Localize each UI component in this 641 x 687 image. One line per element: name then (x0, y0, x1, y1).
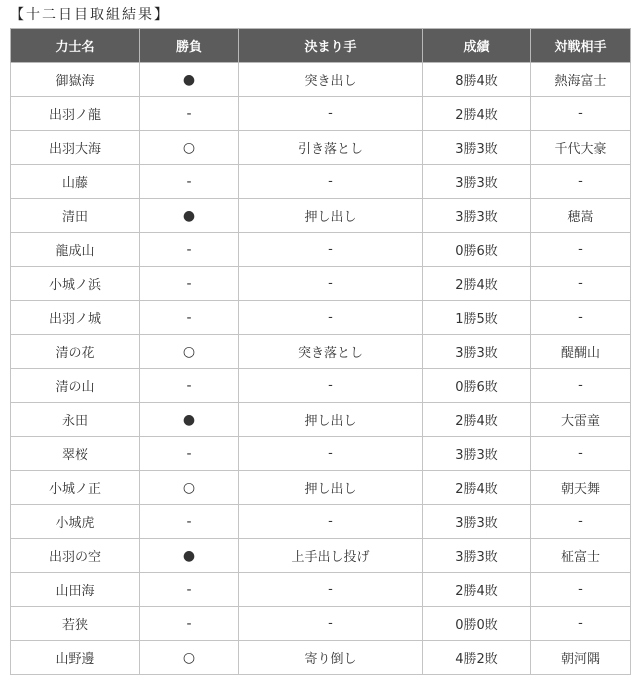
wrestler-name-cell: 出羽ノ城 (11, 301, 140, 335)
opponent-cell: - (531, 437, 631, 471)
wrestler-name-cell: 小城ノ正 (11, 471, 140, 505)
record-cell: 3勝3敗 (423, 437, 531, 471)
opponent-cell: 朝河隅 (531, 641, 631, 675)
result-mark-cell: - (140, 369, 239, 403)
opponent-cell: - (531, 369, 631, 403)
result-mark-cell: ○ (140, 471, 239, 505)
wrestler-name-cell: 小城虎 (11, 505, 140, 539)
column-header-kimarite: 決まり手 (239, 29, 423, 63)
record-cell: 2勝4敗 (423, 573, 531, 607)
table-caption: 【十二日目取組結果】 (10, 7, 170, 23)
table-row (11, 233, 631, 267)
kimarite-cell: - (239, 267, 423, 301)
opponent-cell: 大雷童 (531, 403, 631, 437)
result-mark-cell: - (140, 97, 239, 131)
kimarite-cell: - (239, 301, 423, 335)
kimarite-cell: 寄り倒し (239, 641, 423, 675)
kimarite-cell: 押し出し (239, 471, 423, 505)
table-row (11, 573, 631, 607)
record-cell: 3勝3敗 (423, 335, 531, 369)
table-row (11, 165, 631, 199)
kimarite-cell: - (239, 505, 423, 539)
wrestler-name-cell: 小城ノ浜 (11, 267, 140, 301)
result-mark-cell: ● (140, 539, 239, 573)
opponent-cell: 千代大豪 (531, 131, 631, 165)
table-body (11, 63, 631, 675)
result-mark-cell: - (140, 573, 239, 607)
record-cell: 0勝6敗 (423, 233, 531, 267)
record-cell: 3勝3敗 (423, 165, 531, 199)
table-row (11, 505, 631, 539)
column-header-opponent: 対戦相手 (531, 29, 631, 63)
record-cell: 2勝4敗 (423, 403, 531, 437)
kimarite-cell: - (239, 165, 423, 199)
opponent-cell: 穂嵩 (531, 199, 631, 233)
kimarite-cell: - (239, 573, 423, 607)
header-row (11, 29, 631, 63)
result-mark-cell: ○ (140, 641, 239, 675)
table-row (11, 403, 631, 437)
result-mark-cell: ○ (140, 131, 239, 165)
table-header (11, 29, 631, 63)
table-row (11, 471, 631, 505)
table-row (11, 539, 631, 573)
result-mark-cell: ● (140, 403, 239, 437)
opponent-cell: - (531, 607, 631, 641)
opponent-cell: 熱海富士 (531, 63, 631, 97)
wrestler-name-cell: 出羽大海 (11, 131, 140, 165)
record-cell: 0勝6敗 (423, 369, 531, 403)
wrestler-name-cell: 翠桜 (11, 437, 140, 471)
wrestler-name-cell: 清田 (11, 199, 140, 233)
wrestler-name-cell: 清の山 (11, 369, 140, 403)
opponent-cell: 醍醐山 (531, 335, 631, 369)
wrestler-name-cell: 山田海 (11, 573, 140, 607)
kimarite-cell: 押し出し (239, 199, 423, 233)
opponent-cell: 柾富士 (531, 539, 631, 573)
result-mark-cell: ○ (140, 335, 239, 369)
opponent-cell: - (531, 267, 631, 301)
column-header-wrestler: 力士名 (11, 29, 140, 63)
record-cell: 3勝3敗 (423, 505, 531, 539)
wrestler-name-cell: 御嶽海 (11, 63, 140, 97)
kimarite-cell: - (239, 233, 423, 267)
record-cell: 2勝4敗 (423, 471, 531, 505)
opponent-cell: - (531, 505, 631, 539)
kimarite-cell: 突き落とし (239, 335, 423, 369)
wrestler-name-cell: 山藤 (11, 165, 140, 199)
table-row (11, 607, 631, 641)
record-cell: 2勝4敗 (423, 97, 531, 131)
result-mark-cell: - (140, 233, 239, 267)
result-mark-cell: ● (140, 63, 239, 97)
record-cell: 3勝3敗 (423, 539, 531, 573)
result-mark-cell: - (140, 301, 239, 335)
wrestler-name-cell: 清の花 (11, 335, 140, 369)
kimarite-cell: - (239, 607, 423, 641)
kimarite-cell: 押し出し (239, 403, 423, 437)
kimarite-cell: 突き出し (239, 63, 423, 97)
record-cell: 1勝5敗 (423, 301, 531, 335)
table-row (11, 301, 631, 335)
result-mark-cell: ● (140, 199, 239, 233)
opponent-cell: - (531, 233, 631, 267)
table-row (11, 267, 631, 301)
result-mark-cell: - (140, 505, 239, 539)
wrestler-name-cell: 出羽の空 (11, 539, 140, 573)
opponent-cell: - (531, 97, 631, 131)
wrestler-name-cell: 山野邊 (11, 641, 140, 675)
table-row (11, 63, 631, 97)
result-mark-cell: - (140, 165, 239, 199)
record-cell: 4勝2敗 (423, 641, 531, 675)
opponent-cell: - (531, 165, 631, 199)
opponent-cell: 朝天舞 (531, 471, 631, 505)
wrestler-name-cell: 出羽ノ龍 (11, 97, 140, 131)
table-row (11, 369, 631, 403)
opponent-cell: - (531, 573, 631, 607)
table-row (11, 97, 631, 131)
result-mark-cell: - (140, 267, 239, 301)
record-cell: 2勝4敗 (423, 267, 531, 301)
table-row (11, 199, 631, 233)
record-cell: 8勝4敗 (423, 63, 531, 97)
wrestler-name-cell: 永田 (11, 403, 140, 437)
table-row (11, 437, 631, 471)
kimarite-cell: 引き落とし (239, 131, 423, 165)
record-cell: 0勝0敗 (423, 607, 531, 641)
bout-results-table (10, 28, 631, 675)
wrestler-name-cell: 龍成山 (11, 233, 140, 267)
kimarite-cell: - (239, 97, 423, 131)
column-header-record: 成績 (423, 29, 531, 63)
opponent-cell: - (531, 301, 631, 335)
table-row (11, 641, 631, 675)
column-header-result: 勝負 (140, 29, 239, 63)
kimarite-cell: - (239, 369, 423, 403)
kimarite-cell: 上手出し投げ (239, 539, 423, 573)
wrestler-name-cell: 若狭 (11, 607, 140, 641)
table-row (11, 131, 631, 165)
result-mark-cell: - (140, 437, 239, 471)
record-cell: 3勝3敗 (423, 131, 531, 165)
kimarite-cell: - (239, 437, 423, 471)
record-cell: 3勝3敗 (423, 199, 531, 233)
table-row (11, 335, 631, 369)
result-mark-cell: - (140, 607, 239, 641)
